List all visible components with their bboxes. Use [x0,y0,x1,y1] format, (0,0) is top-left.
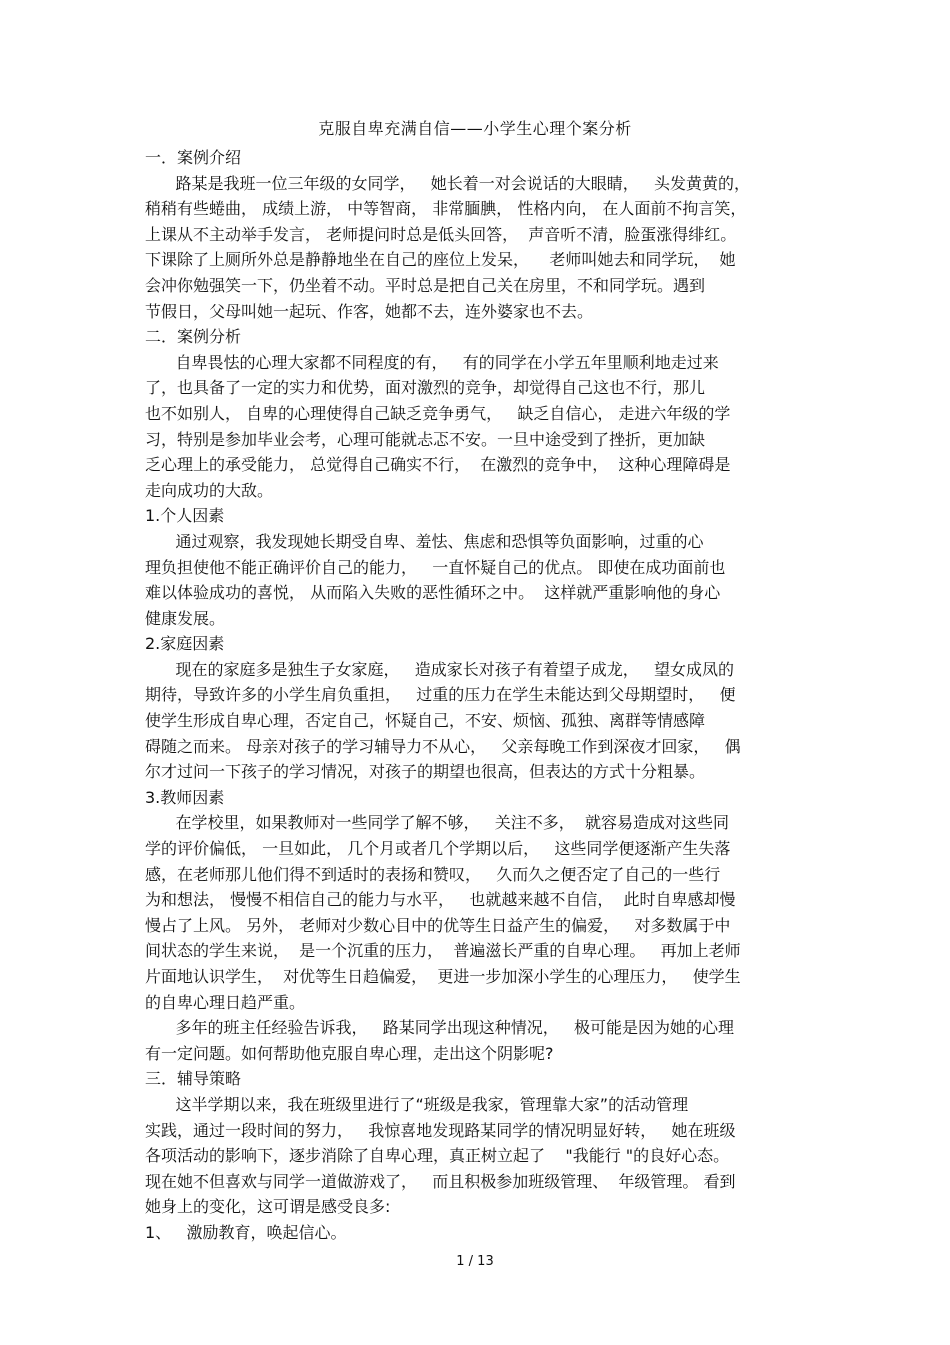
text-line: 学的评价偏低， 一旦如此， 几个月或者几个学期以后， 这些同学便逐渐产生失落 [145,839,731,859]
text-line: 下课除了上厕所外总是静静地坐在自己的座位上发呆， 老师叫她去和同学玩， 她 [145,250,736,270]
text-line: 路某是我班一位三年级的女同学， 她长着一对会说话的大眼睛， 头发黄黄的， [145,173,751,193]
text-line: 慢占了上风。 另外， 老师对少数心目中的优等生日益产生的偏爱， 对多数属于中 [145,915,731,935]
text-line: 间状态的学生来说， 是一个沉重的压力， 普遍滋长严重的自卑心理。 再加上老师 [145,941,741,961]
subsection-heading: 2.家庭因素 [145,634,225,654]
text-line: 通过观察，我发现她长期受自卑、羞怯、焦虑和恐惧等负面影响，过重的心 [145,531,704,551]
subsection-heading: 1.个人因素 [145,506,225,526]
text-line: 为和想法， 慢慢不相信自己的能力与水平， 也就越来越不自信， 此时自卑感却慢 [145,890,736,910]
text-line: 她身上的变化，这可谓是感受良多: [145,1197,391,1217]
text-line: 现在的家庭多是独生子女家庭， 造成家长对孩子有着望子成龙， 望女成凤的 [145,659,735,679]
text-line: 各项活动的影响下，逐步消除了自卑心理，真正树立起了 "我能行 "的良好心态。 [145,1146,730,1166]
text-line: 理负担使他不能正确评价自己的能力， 一直怀疑自己的优点。 即使在成功面前也 [145,557,726,577]
text-line: 多年的班主任经验告诉我， 路某同学出现这种情况， 极可能是因为她的心理 [145,1018,735,1038]
text-line: 稍稍有些蜷曲， 成绩上游， 中等智商， 非常腼腆， 性格内向， 在人面前不拘言笑， [145,199,747,219]
text-line: 乏心理上的承受能力， 总觉得自己确实不行， 在激烈的竞争中， 这种心理障碍是 [145,455,731,475]
document-title: 克服自卑充满自信——小学生心理个案分析 [318,119,632,138]
text-line: 习，特别是参加毕业会考，心理可能就忐忑不安。一旦中途受到了挫折，更加缺 [145,429,706,449]
list-item: 1、 激励教育，唤起信心。 [145,1222,347,1242]
page-number: 1 / 13 [456,1254,494,1269]
document-body [145,145,813,1246]
text-line: 现在她不但喜欢与同学一道做游戏了， 而且积极参加班级管理、 年级管理。 看到 [145,1171,736,1191]
text-line: 尔才过问一下孩子的学习情况，对孩子的期望也很高，但表达的方式十分粗暴。 [145,762,706,782]
text-line: 片面地认识学生， 对优等生日趋偏爱， 更进一步加深小学生的心理压力， 使学生 [145,967,741,986]
subsection-heading: 3.教师因素 [145,787,225,807]
text-line: 使学生形成自卑心理，否定自己，怀疑自己，不安、烦恼、孤独、离群等情感障 [145,711,706,731]
section-heading: 三．辅导策略 [145,1069,242,1089]
text-line: 走向成功的大敌。 [145,480,274,500]
text-line: 节假日，父母叫她一起玩、作客，她都不去，连外婆家也不去。 [145,301,594,321]
section-heading: 二．案例分析 [145,327,242,347]
text-line: 碍随之而来。 母亲对孩子的学习辅导力不从心， 父亲每晚工作到深夜才回家， 偶 [145,736,741,756]
text-line: 健康发展。 [145,608,226,628]
text-line: 这半学期以来，我在班级里进行了“班级是我家，管理靠大家”的活动管理 [145,1094,689,1114]
text-line: 感，在老师那儿他们得不到适时的表扬和赞叹， 久而久之便否定了自己的一些行 [145,864,721,884]
text-line: 也不如别人， 自卑的心理使得自己缺乏竞争勇气， 缺乏自信心， 走进六年级的学 [145,403,731,423]
section-heading: 一．案例介绍 [145,148,242,167]
text-line: 期待，导致许多的小学生肩负重担， 过重的压力在学生未能达到父母期望时， 便 [145,685,736,705]
text-line: 在学校里，如果教师对一些同学了解不够， 关注不多， 就容易造成对这些同 [145,813,729,833]
text-line: 难以体验成功的喜悦， 从而陷入失败的恶性循环之中。 这样就严重影响他的身心 [145,583,721,603]
text-line: 上课从不主动举手发言， 老师提问时总是低头回答， 声音听不清，脸蛋涨得绯红。 [145,224,737,244]
text-line: 实践，通过一段时间的努力， 我惊喜地发现路某同学的情况明显好转， 她在班级 [145,1120,736,1140]
text-line: 自卑畏怯的心理大家都不同程度的有， 有的同学在小学五年里顺利地走过来 [145,352,719,372]
text-line: 的自卑心理日趋严重。 [145,992,306,1012]
text-line: 有一定问题。如何帮助他克服自卑心理，走出这个阴影呢? [145,1043,554,1063]
text-line: 了，也具备了一定的实力和优势，面对激烈的竞争，却觉得自己这也不行，那儿 [145,378,706,398]
text-line: 会冲你勉强笑一下，仍坐着不动。平时总是把自己关在房里，不和同学玩。遇到 [145,275,706,295]
